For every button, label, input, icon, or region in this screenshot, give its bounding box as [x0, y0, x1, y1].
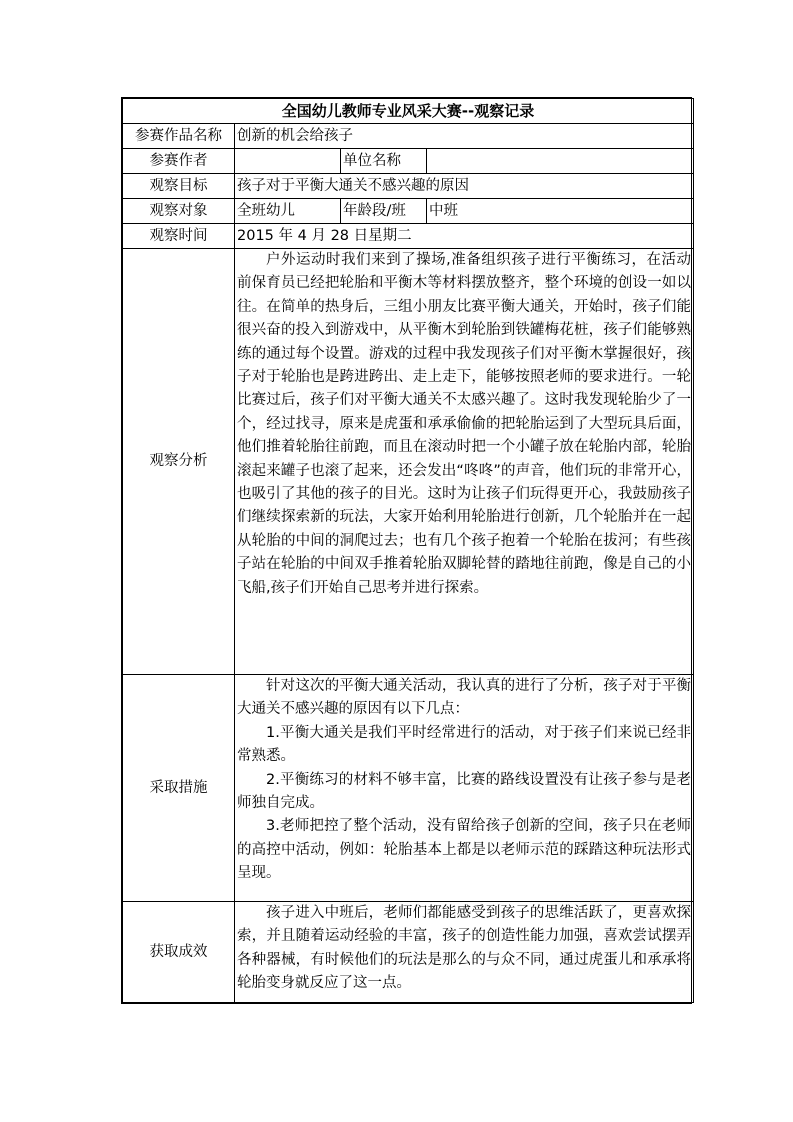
results-label: 获取成效 [123, 902, 235, 1003]
work-name-label: 参赛作品名称 [123, 124, 235, 149]
measures-intro: 针对这次的平衡大通关活动，我认真的进行了分析，孩子对于平衡大通关不感兴趣的原因有以下几点： [237, 678, 692, 718]
observation-record-form [121, 97, 692, 1004]
analysis-text: 户外运动时我们来到了操场,准备组织孩子进行平衡练习，在活动前保育员已经把轮胎和平衡木等材料摆放整齐，整个环境的创设一如以往。在简单的热身后，三组小朋友比赛平衡大通关，开始时，孩子们能很兴奋的投入到游戏中，从平衡木到轮胎到铁罐梅花桩，孩子们能够熟练的通过每个设置。游戏的过程中我发现孩子们对平衡木掌握很好，孩子对于轮胎也是跨进跨出、走上走下，能够按照老师的要求进行。一轮比赛过后，孩子们对平衡大通关不太感兴趣了。这时我发现轮胎少了一个，经过找寻，原来是虎蛋和承承偷偷的把轮胎运到了大型玩具后面，他们推着轮胎往前跑，而且在滚动时把一个小罐子放在轮胎内部，轮胎滚起来罐子也滚了起来，还会发出“咚咚”的声音，他们玩的非常开心，也吸引了其他的孩子的目光。这时为让孩子们玩得更开心，我鼓励孩子们继续探索新的玩法，大家开始利用轮胎进行创新，几个轮胎并在一起从轮胎的中间的洞爬过去；也有几个孩子抱着一个轮胎在拔河；有些孩子站在轮胎的中间双手推着轮胎双脚轮替的踏地往前跑，像是自己的小飞船,孩子们开始自己思考并进行探索。 [237, 252, 692, 596]
goal-label: 观察目标 [123, 174, 235, 199]
analysis-label: 观察分析 [123, 249, 235, 675]
measures-point-1: 1.平衡大通关是我们平时经常进行的活动，对于孩子们来说已经非常熟悉。 [237, 724, 692, 765]
author-label: 参赛作者 [123, 149, 235, 174]
form-title: 全国幼儿教师专业风采大赛--观察记录 [123, 99, 694, 124]
goal-value: 孩子对于平衡大通关不感兴趣的原因 [235, 174, 694, 199]
age-label: 年龄段/班 [341, 199, 427, 224]
unit-value [427, 149, 694, 174]
measures-label: 采取措施 [123, 675, 235, 902]
time-value: 2015 年 4 月 28 日星期二 [235, 224, 694, 249]
unit-label: 单位名称 [341, 149, 427, 174]
measures-point-3: 3.老师把控了整个活动，没有留给孩子创新的空间，孩子只在老师的高控中活动，例如：轮胎基本上都是以老师示范的踩踏这种玩法形式呈现。 [237, 818, 692, 882]
age-value: 中班 [427, 199, 694, 224]
object-value: 全班幼儿 [235, 199, 341, 224]
work-name-value: 创新的机会给孩子 [235, 124, 694, 149]
measures-point-2: 2.平衡练习的材料不够丰富，比赛的路线设置没有让孩子参与是老师独自完成。 [237, 771, 692, 812]
object-label: 观察对象 [123, 199, 235, 224]
author-value [235, 149, 341, 174]
time-label: 观察时间 [123, 224, 235, 249]
record-table [122, 98, 694, 1003]
results-text: 孩子进入中班后，老师们都能感受到孩子的思维活跃了，更喜欢探索，并且随着运动经验的丰富，孩子的创造性能力加强，喜欢尝试摆弄各种器械，有时候他们的玩法是那么的与众不同，通过虎蛋儿和承承将轮胎变身就反应了这一点。 [237, 905, 692, 992]
